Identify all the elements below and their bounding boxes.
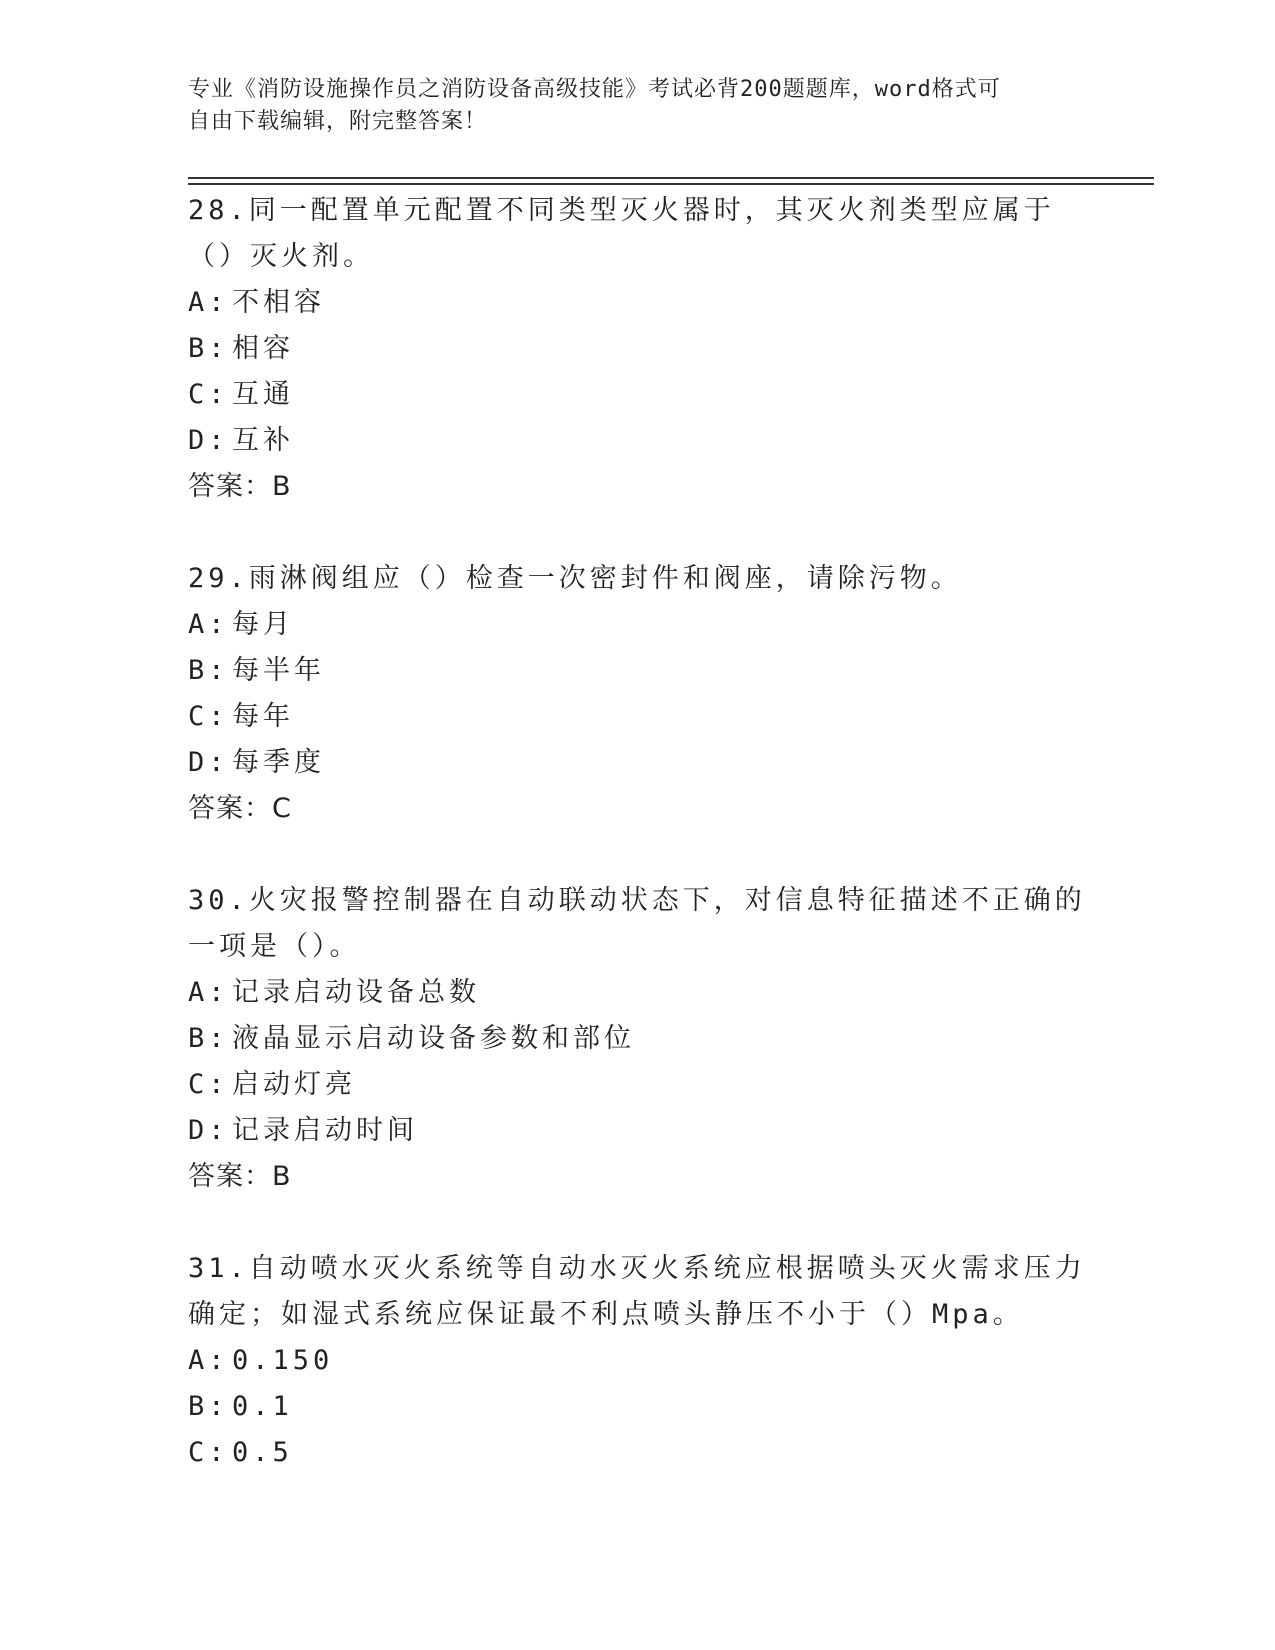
answer-line: 答案：C <box>188 793 292 824</box>
option-key: D: <box>188 747 229 778</box>
option-text: 每月 <box>232 609 294 640</box>
option-c <box>188 1062 1088 1108</box>
option-key: C: <box>188 701 229 732</box>
option-key: C: <box>188 1437 229 1468</box>
question-28 <box>188 188 1088 510</box>
option-key: B: <box>188 333 229 364</box>
answer-line: 答案：B <box>188 471 292 502</box>
option-d <box>188 418 1088 464</box>
option-d <box>188 740 1088 786</box>
option-key: B: <box>188 1023 229 1054</box>
option-text: 0.5 <box>232 1437 293 1468</box>
option-text: 记录启动设备总数 <box>232 977 480 1008</box>
option-key: B: <box>188 655 229 686</box>
option-key: A: <box>188 977 229 1008</box>
question-31 <box>188 1246 1088 1476</box>
option-text: 0.1 <box>232 1391 293 1422</box>
question-30 <box>188 878 1088 1200</box>
option-d <box>188 1108 1088 1154</box>
option-text: 每年 <box>232 701 294 732</box>
option-key: D: <box>188 1115 229 1146</box>
option-key: D: <box>188 425 229 456</box>
option-a <box>188 602 1088 648</box>
option-text: 0.150 <box>232 1345 334 1376</box>
option-key: A: <box>188 609 229 640</box>
question-text: 29.雨淋阀组应（）检查一次密封件和阀座，请除污物。 <box>188 563 962 594</box>
option-text: 记录启动时间 <box>232 1115 418 1146</box>
option-c <box>188 694 1088 740</box>
option-key: A: <box>188 287 229 318</box>
option-key: C: <box>188 1069 229 1100</box>
option-c <box>188 1430 1088 1476</box>
option-key: A: <box>188 1345 229 1376</box>
option-text: 启动灯亮 <box>232 1069 356 1100</box>
option-text: 互通 <box>232 379 294 410</box>
option-a <box>188 1338 1088 1384</box>
header-divider-top <box>188 177 1154 179</box>
header-line-2: 自由下载编辑，附完整答案！ <box>188 109 488 134</box>
question-text: 30.火灾报警控制器在自动联动状态下，对信息特征描述不正确的一项是（）。 <box>188 885 1086 962</box>
option-b <box>188 1384 1088 1430</box>
option-text: 每季度 <box>232 747 325 778</box>
option-text: 相容 <box>232 333 294 364</box>
question-text: 28.同一配置单元配置不同类型灭火器时，其灭火剂类型应属于（）灭火剂。 <box>188 195 1055 272</box>
question-29 <box>188 556 1088 832</box>
question-text: 31.自动喷水灭火系统等自动水灭火系统应根据喷头灭火需求压力确定；如湿式系统应保证最不利点喷头静压不小于（）Mpa。 <box>188 1253 1086 1330</box>
option-b <box>188 326 1088 372</box>
option-text: 每半年 <box>232 655 325 686</box>
option-a <box>188 280 1088 326</box>
document-header <box>188 74 1088 138</box>
option-text: 互补 <box>232 425 294 456</box>
option-b <box>188 648 1088 694</box>
question-list <box>188 188 1088 1522</box>
header-divider-bottom <box>188 183 1154 185</box>
header-line-1: 专业《消防设施操作员之消防设备高级技能》考试必背200题题库，word格式可 <box>188 77 1001 102</box>
option-b <box>188 1016 1088 1062</box>
answer-line: 答案：B <box>188 1161 292 1192</box>
option-a <box>188 970 1088 1016</box>
option-key: B: <box>188 1391 229 1422</box>
option-text: 液晶显示启动设备参数和部位 <box>232 1023 635 1054</box>
option-text: 不相容 <box>232 287 325 318</box>
option-key: C: <box>188 379 229 410</box>
option-c <box>188 372 1088 418</box>
